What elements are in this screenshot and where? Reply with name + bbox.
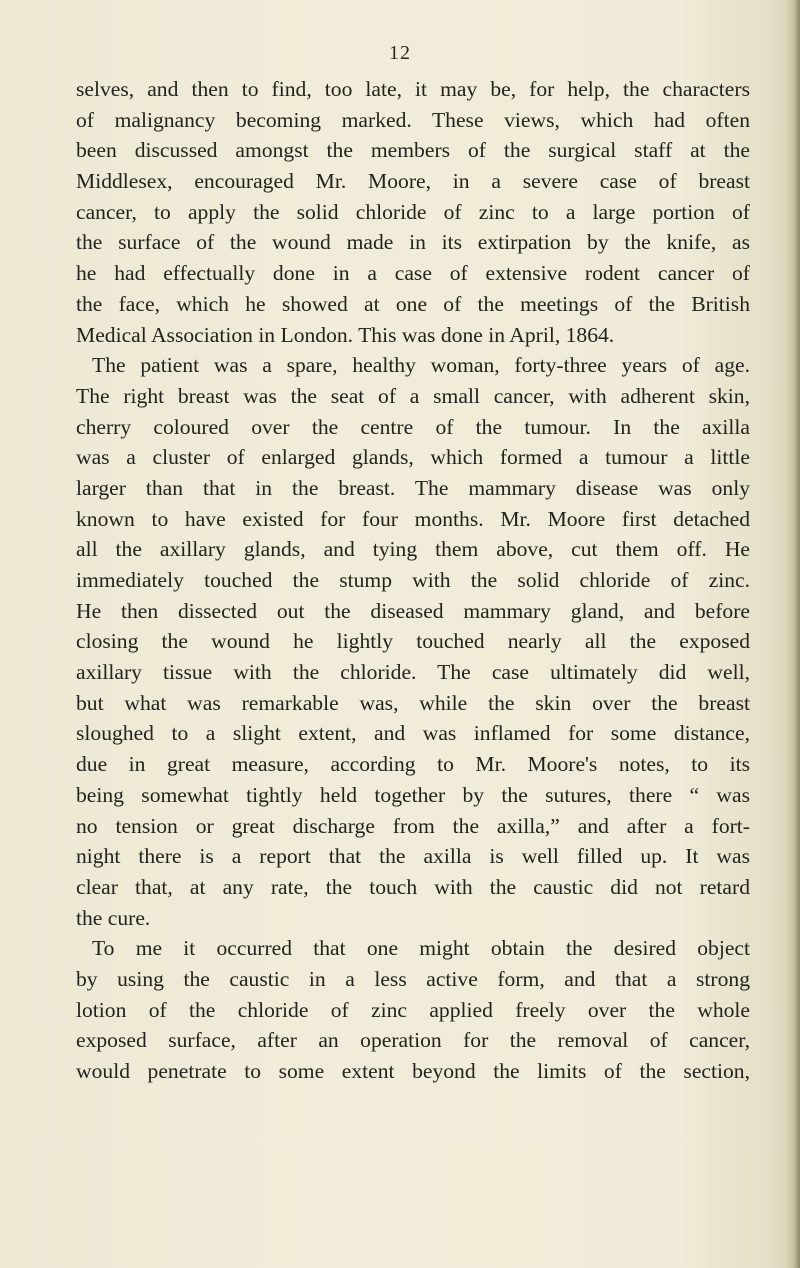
- text-line: was a cluster of enlarged glands, which formed a tumour a little: [76, 445, 750, 470]
- text-line: To me it occurred that one might obtain the desired object: [92, 936, 750, 961]
- text-line: night there is a report that the axilla is well filled up. It was: [76, 844, 750, 869]
- text-line: lotion of the chloride of zinc applied freely over the whole: [76, 997, 750, 1022]
- text-line: the cure.: [76, 905, 151, 930]
- text-line: of malignancy becoming marked. These views, which had often: [76, 107, 750, 132]
- text-line: exposed surface, after an operation for the removal of cancer,: [76, 1028, 750, 1053]
- text-line: The patient was a spare, healthy woman, forty-three years of age.: [92, 353, 750, 378]
- text-line: axillary tissue with the chloride. The case ultimately did well,: [76, 660, 750, 685]
- text-line: would penetrate to some extent beyond the limits of the section,: [76, 1059, 750, 1083]
- text-line: closing the wound he lightly touched nearly all the exposed: [76, 629, 750, 654]
- text-line: due in great measure, according to Mr. Moore's notes, to its: [76, 752, 750, 777]
- text-line: The right breast was the seat of a small cancer, with adherent skin,: [76, 383, 750, 408]
- text-line: all the axillary glands, and tying them above, cut them off. He: [76, 537, 750, 562]
- text-line: the surface of the wound made in its extirpation by the knife, as: [76, 230, 750, 255]
- text-line: he had effectually done in a case of extensive rodent cancer of: [76, 261, 750, 286]
- text-line: but what was remarkable was, while the skin over the breast: [76, 690, 750, 715]
- text-line: immediately touched the stump with the solid chloride of zinc.: [76, 568, 750, 592]
- text-line: He then dissected out the diseased mammary gland, and before: [76, 598, 750, 623]
- text-line: being somewhat tightly held together by the sutures, there “ was: [76, 782, 750, 807]
- text-line: Middlesex, encouraged Mr. Moore, in a severe case of breast: [76, 169, 750, 194]
- text-line: known to have existed for four months. Mr. Moore first detached: [76, 506, 750, 531]
- body-text: [76, 74, 750, 1087]
- text-line: Medical Association in London. This was done in April, 1864.: [76, 322, 615, 347]
- text-line: cancer, to apply the solid chloride of zinc to a large portion of: [76, 199, 750, 224]
- text-line: been discussed amongst the members of the surgical staff at the: [76, 138, 750, 163]
- text-line: clear that, at any rate, the touch with the caustic did not retard: [76, 874, 750, 899]
- text-line: by using the caustic in a less active form, and that a strong: [76, 966, 750, 991]
- text-line: no tension or great discharge from the axilla,” and after a fort-: [76, 813, 750, 838]
- text-line: selves, and then to find, too late, it may be, for help, the characters: [76, 77, 750, 101]
- page-edge-shadow: [784, 0, 800, 1268]
- text-line: sloughed to a slight extent, and was inflamed for some distance,: [76, 721, 750, 746]
- text-line: larger than that in the breast. The mammary disease was only: [76, 475, 750, 500]
- text-line: cherry coloured over the centre of the tumour. In the axilla: [76, 414, 750, 439]
- text-line: the face, which he showed at one of the meetings of the British: [76, 291, 750, 316]
- page-number: 12: [389, 42, 411, 64]
